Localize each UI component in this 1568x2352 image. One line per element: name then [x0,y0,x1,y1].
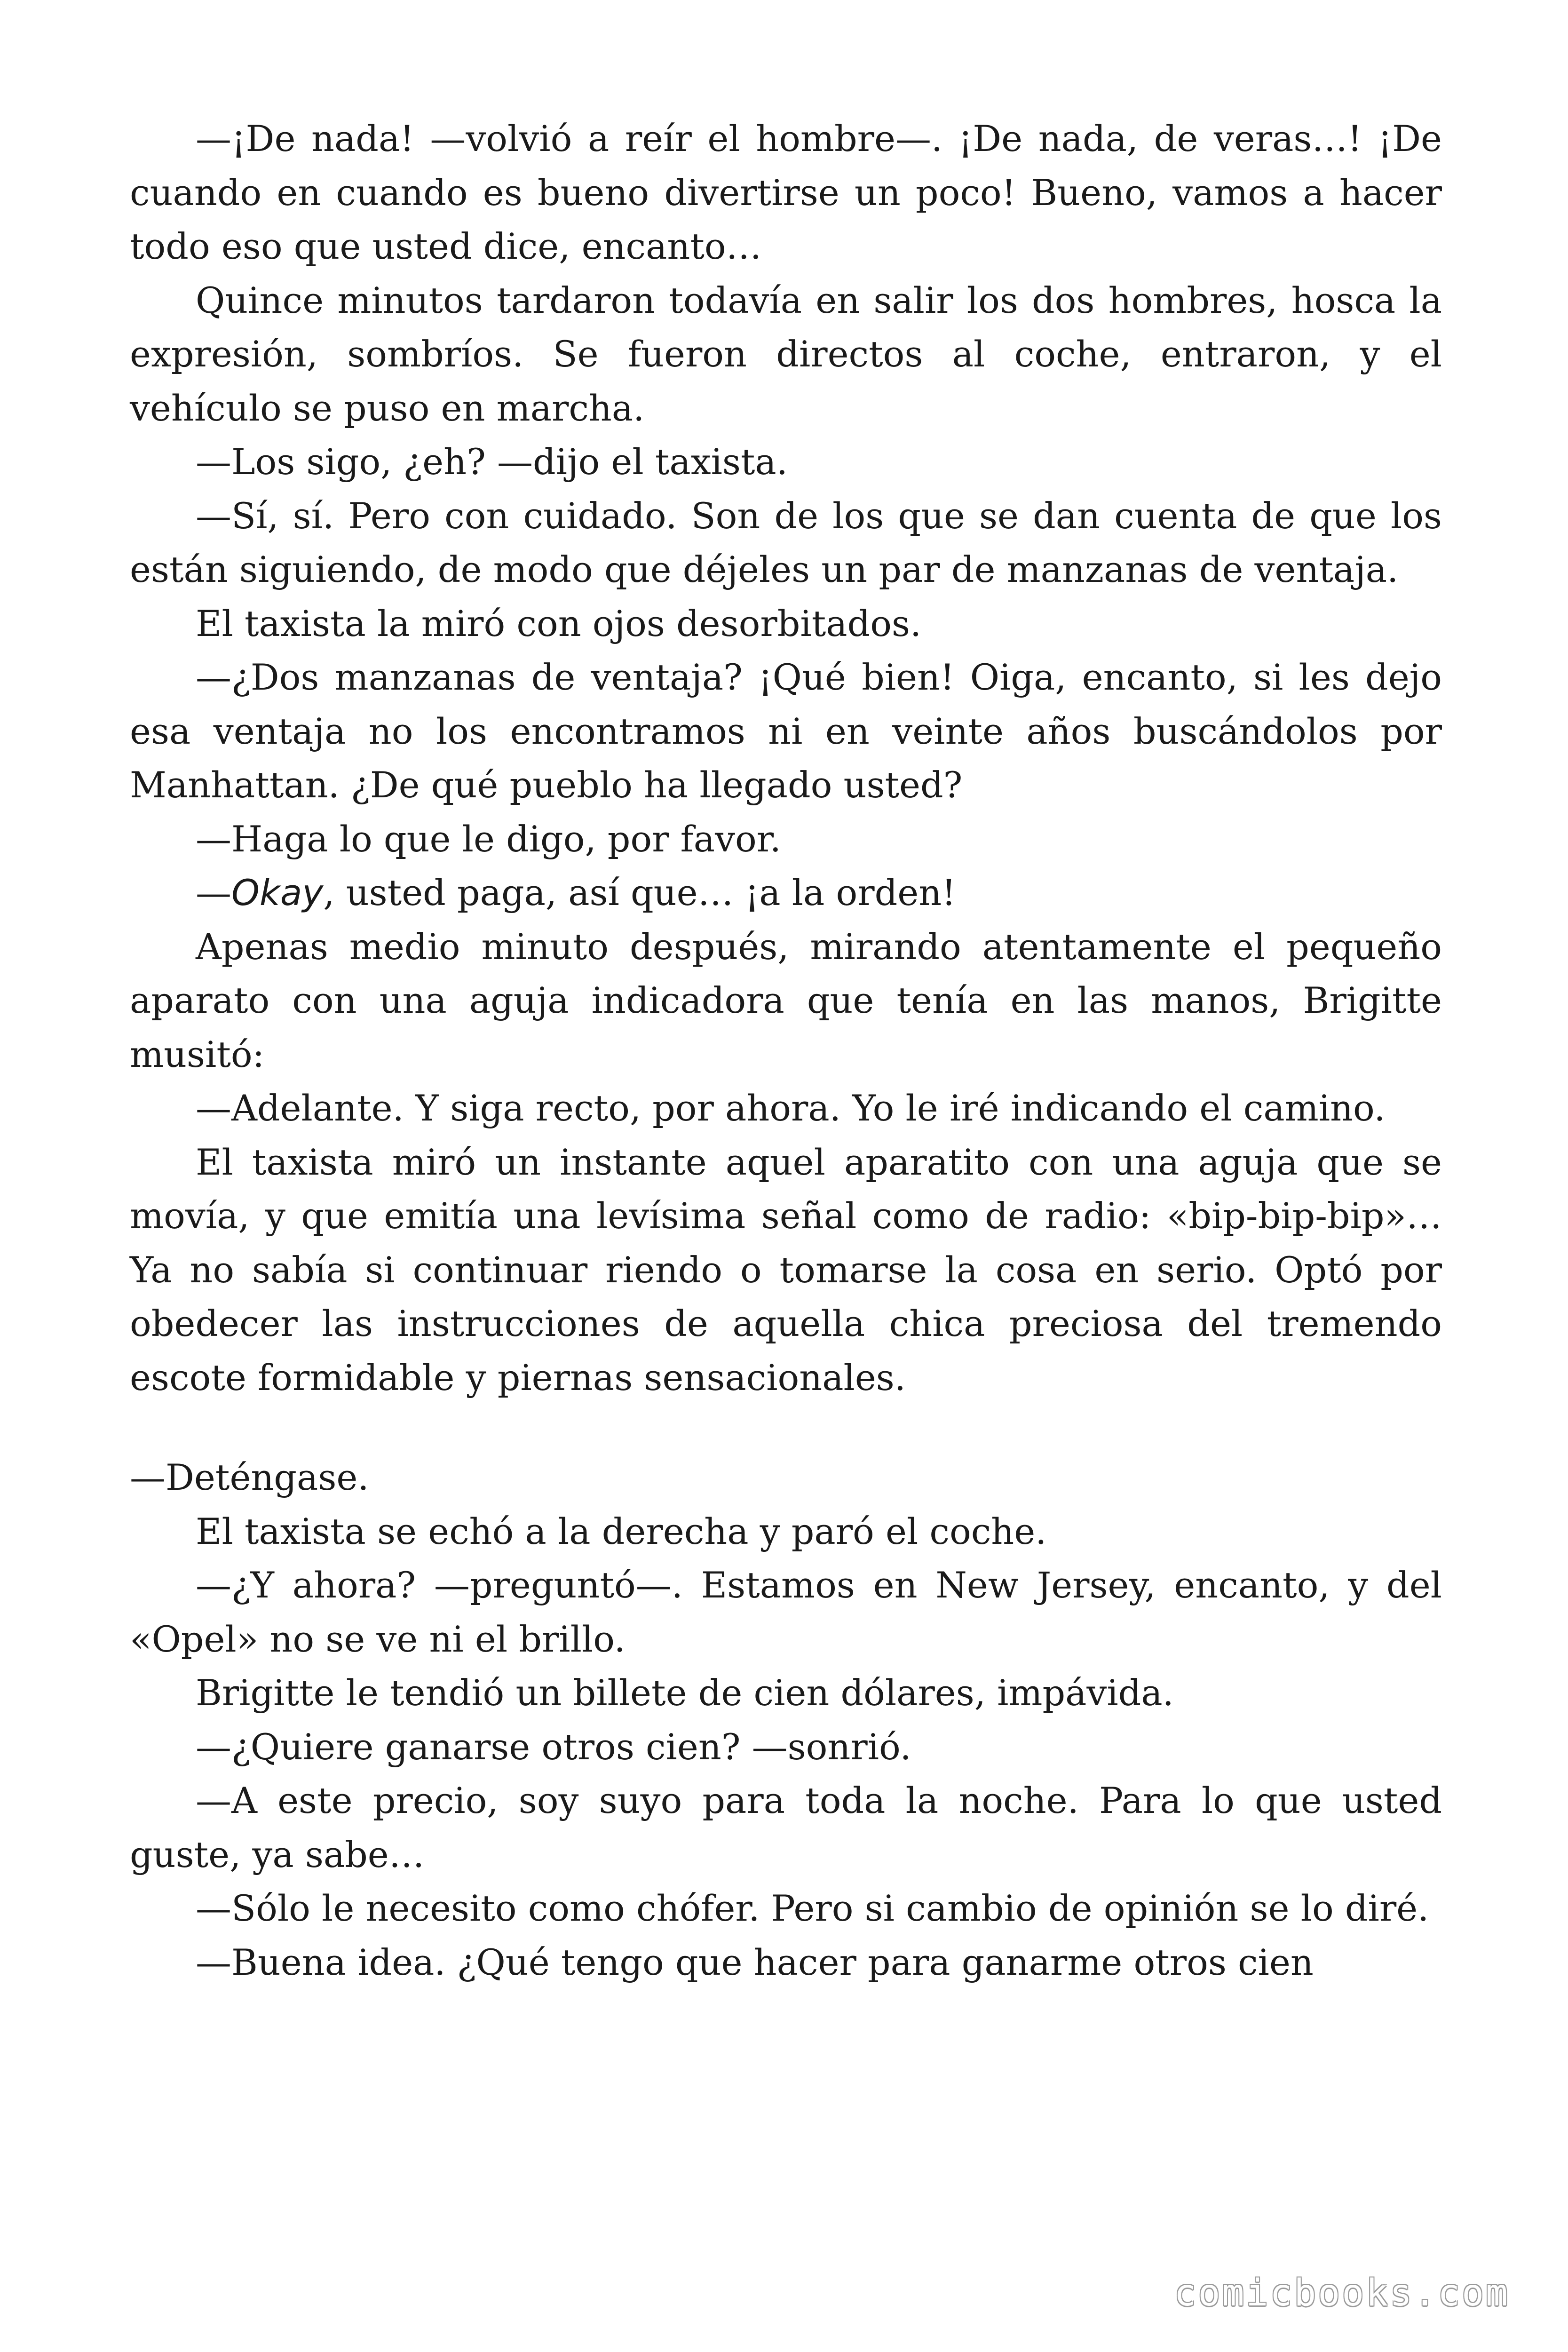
paragraph-okay [130,866,1442,920]
paragraph: —Sí, sí. Pero con cuidado. Son de los que se dan cuenta de que los están siguiendo, de modo que déjeles un par de manzanas de ventaja. [130,494,1442,590]
paragraph: El taxista se echó a la derecha y paró el coche. [196,1510,1047,1552]
dash: — [196,872,231,914]
paragraph: —¿Dos manzanas de ventaja? ¡Qué bien! Oiga, encanto, si les dejo esa ventaja no los encontramos ni en veinte años buscándolos por Manhattan. ¿De qué pueblo ha llegado usted? [130,656,1442,806]
paragraph: —Adelante. Y siga recto, por ahora. Yo le iré indicando el camino. [196,1087,1386,1129]
paragraph: —¿Quiere ganarse otros cien? —sonrió. [196,1725,911,1768]
paragraph: El taxista miró un instante aquel aparatito con una aguja que se movía, y que emitía una levísima señal como de radio: «bip-bip-bip»… Ya no sabía si continuar riendo o tomarse la cosa en serio. Optó por obedecer las instrucciones de aquella chica preciosa del tremendo escote formidable y piernas sensacionales. [130,1141,1442,1398]
body-text [130,112,1442,1989]
paragraph: —A este precio, soy suyo para toda la noche. Para lo que usted guste, ya sabe… [130,1780,1442,1875]
paragraph-section-start: —Deténgase. [130,1456,369,1498]
section-break [130,1405,1442,1451]
watermark: comicbooks.com [1174,2272,1510,2314]
paragraph: El taxista la miró con ojos desorbitados. [196,602,922,644]
paragraph-rest: , usted paga, así que… ¡a la orden! [323,872,956,914]
paragraph: —¿Y ahora? —preguntó—. Estamos en New Jersey, encanto, y del «Opel» no se ve ni el brillo. [130,1564,1442,1660]
paragraph: Brigitte le tendió un billete de cien dólares, impávida. [196,1672,1174,1714]
paragraph: —Los sigo, ¿eh? —dijo el taxista. [196,441,788,483]
paragraph: —¡De nada! —volvió a reír el hombre—. ¡De nada, de veras…! ¡De cuando en cuando es bueno divertirse un poco! Bueno, vamos a hacer todo eso que usted dice, encanto… [130,118,1442,267]
paragraph: —Sólo le necesito como chófer. Pero si cambio de opinión se lo diré. [196,1887,1429,1929]
italic-word: Okay [231,872,324,914]
paragraph: Apenas medio minuto después, mirando atentamente el pequeño aparato con una aguja indicadora que tenía en las manos, Brigitte musitó: [130,925,1442,1075]
paragraph: —Buena idea. ¿Qué tengo que hacer para ganarme otros cien [196,1941,1314,1983]
paragraph: Quince minutos tardaron todavía en salir los dos hombres, hosca la expresión, sombríos. Se fueron directos al coche, entraron, y el vehículo se puso en marcha. [130,279,1442,429]
paragraph: —Haga lo que le digo, por favor. [196,818,781,860]
